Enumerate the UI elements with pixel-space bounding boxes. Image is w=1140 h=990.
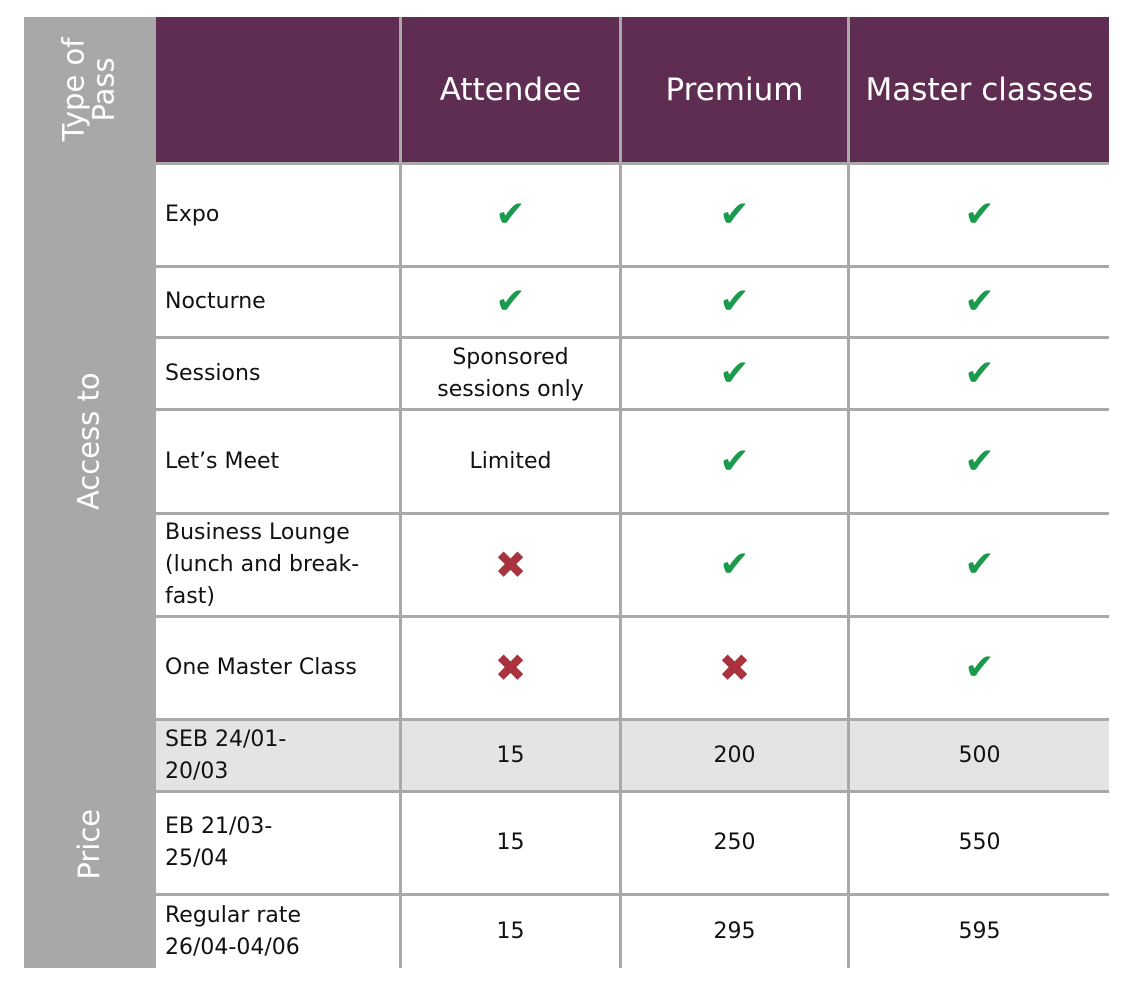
price-value: 200 [713, 742, 756, 768]
price-value-cell [850, 793, 1109, 893]
price-value-cell [402, 896, 619, 968]
check-icon: ✔ [964, 647, 995, 688]
check-icon: ✔ [719, 544, 750, 585]
price-row-label: Regular rate 26/04-04/06 [165, 903, 302, 960]
cross-icon: ✖ [494, 543, 527, 587]
row-label: Business Lounge (lunch and break-fast) [165, 520, 360, 609]
value-text: Limited [469, 448, 552, 474]
header-cell [850, 17, 1109, 162]
price-value: 550 [958, 830, 1001, 856]
price-value: 15 [496, 830, 525, 856]
row-label-cell [156, 339, 399, 408]
check-icon: ✔ [719, 440, 750, 482]
check-icon: ✔ [719, 281, 750, 322]
value-cell [622, 618, 847, 718]
value-cell [402, 339, 619, 408]
row-label: Sessions [165, 360, 261, 386]
value-cell [850, 165, 1109, 265]
price-value-cell [622, 896, 847, 968]
value-cell [850, 515, 1109, 615]
value-cell [402, 515, 619, 615]
value-cell [402, 411, 619, 512]
side-label-price-cell [24, 721, 154, 968]
value-cell [850, 268, 1109, 336]
price-label-cell [156, 721, 399, 790]
value-cell [622, 339, 847, 408]
value-cell [402, 268, 619, 336]
side-label-type-of-pass: Type of Pass [56, 37, 121, 142]
price-value-cell [622, 793, 847, 893]
check-icon: ✔ [964, 281, 995, 322]
price-label-cell [156, 896, 399, 968]
row-label-cell [156, 411, 399, 512]
price-label-cell [156, 793, 399, 893]
value-cell [402, 618, 619, 718]
price-value: 500 [958, 742, 1001, 768]
price-value-cell [402, 793, 619, 893]
column-header-attendee: Attendee [439, 71, 582, 108]
side-label-type-of-pass-cell [24, 17, 154, 162]
cross-icon: ✖ [494, 646, 527, 690]
check-icon: ✔ [495, 281, 526, 322]
price-row-label: SEB 24/01-20/03 [165, 726, 287, 784]
row-label-cell [156, 618, 399, 718]
value-cell [622, 165, 847, 265]
value-cell [622, 411, 847, 512]
row-label: Nocturne [165, 289, 266, 315]
price-value-cell [622, 721, 847, 790]
row-label: Expo [165, 202, 220, 228]
check-icon: ✔ [964, 194, 995, 235]
check-icon: ✔ [495, 194, 526, 235]
price-value: 595 [958, 919, 1001, 945]
row-label-cell [156, 268, 399, 336]
pass-comparison-table [24, 17, 1109, 968]
row-label-cell [156, 515, 399, 615]
value-cell [402, 165, 619, 265]
header-corner [156, 17, 399, 162]
price-value: 295 [713, 919, 756, 945]
value-cell [850, 339, 1109, 408]
check-icon: ✔ [719, 352, 750, 394]
header-cell [622, 17, 847, 162]
price-value: 15 [496, 919, 525, 945]
price-value-cell [402, 721, 619, 790]
side-label-access-to-cell [24, 165, 154, 718]
cross-icon: ✖ [718, 646, 751, 690]
row-label-cell [156, 165, 399, 265]
row-label: Let’s Meet [165, 448, 280, 474]
value-cell [850, 411, 1109, 512]
header-cell [402, 17, 619, 162]
column-header-premium: Premium [665, 71, 804, 108]
check-icon: ✔ [964, 544, 995, 585]
check-icon: ✔ [964, 352, 995, 394]
value-cell [622, 515, 847, 615]
value-cell [850, 618, 1109, 718]
value-text: Sponsored sessions only [437, 344, 584, 402]
price-value-cell [850, 721, 1109, 790]
column-header-master-classes: Master classes [865, 71, 1094, 108]
check-icon: ✔ [719, 194, 750, 235]
row-label: One Master Class [165, 655, 357, 681]
check-icon: ✔ [964, 440, 995, 482]
price-value: 15 [496, 742, 525, 768]
price-row-label: EB 21/03-25/04 [165, 814, 273, 871]
side-label-access-to: Access to [71, 372, 106, 511]
price-value: 250 [713, 830, 756, 856]
price-value-cell [850, 896, 1109, 968]
value-cell [622, 268, 847, 336]
side-label-price: Price [71, 809, 106, 880]
